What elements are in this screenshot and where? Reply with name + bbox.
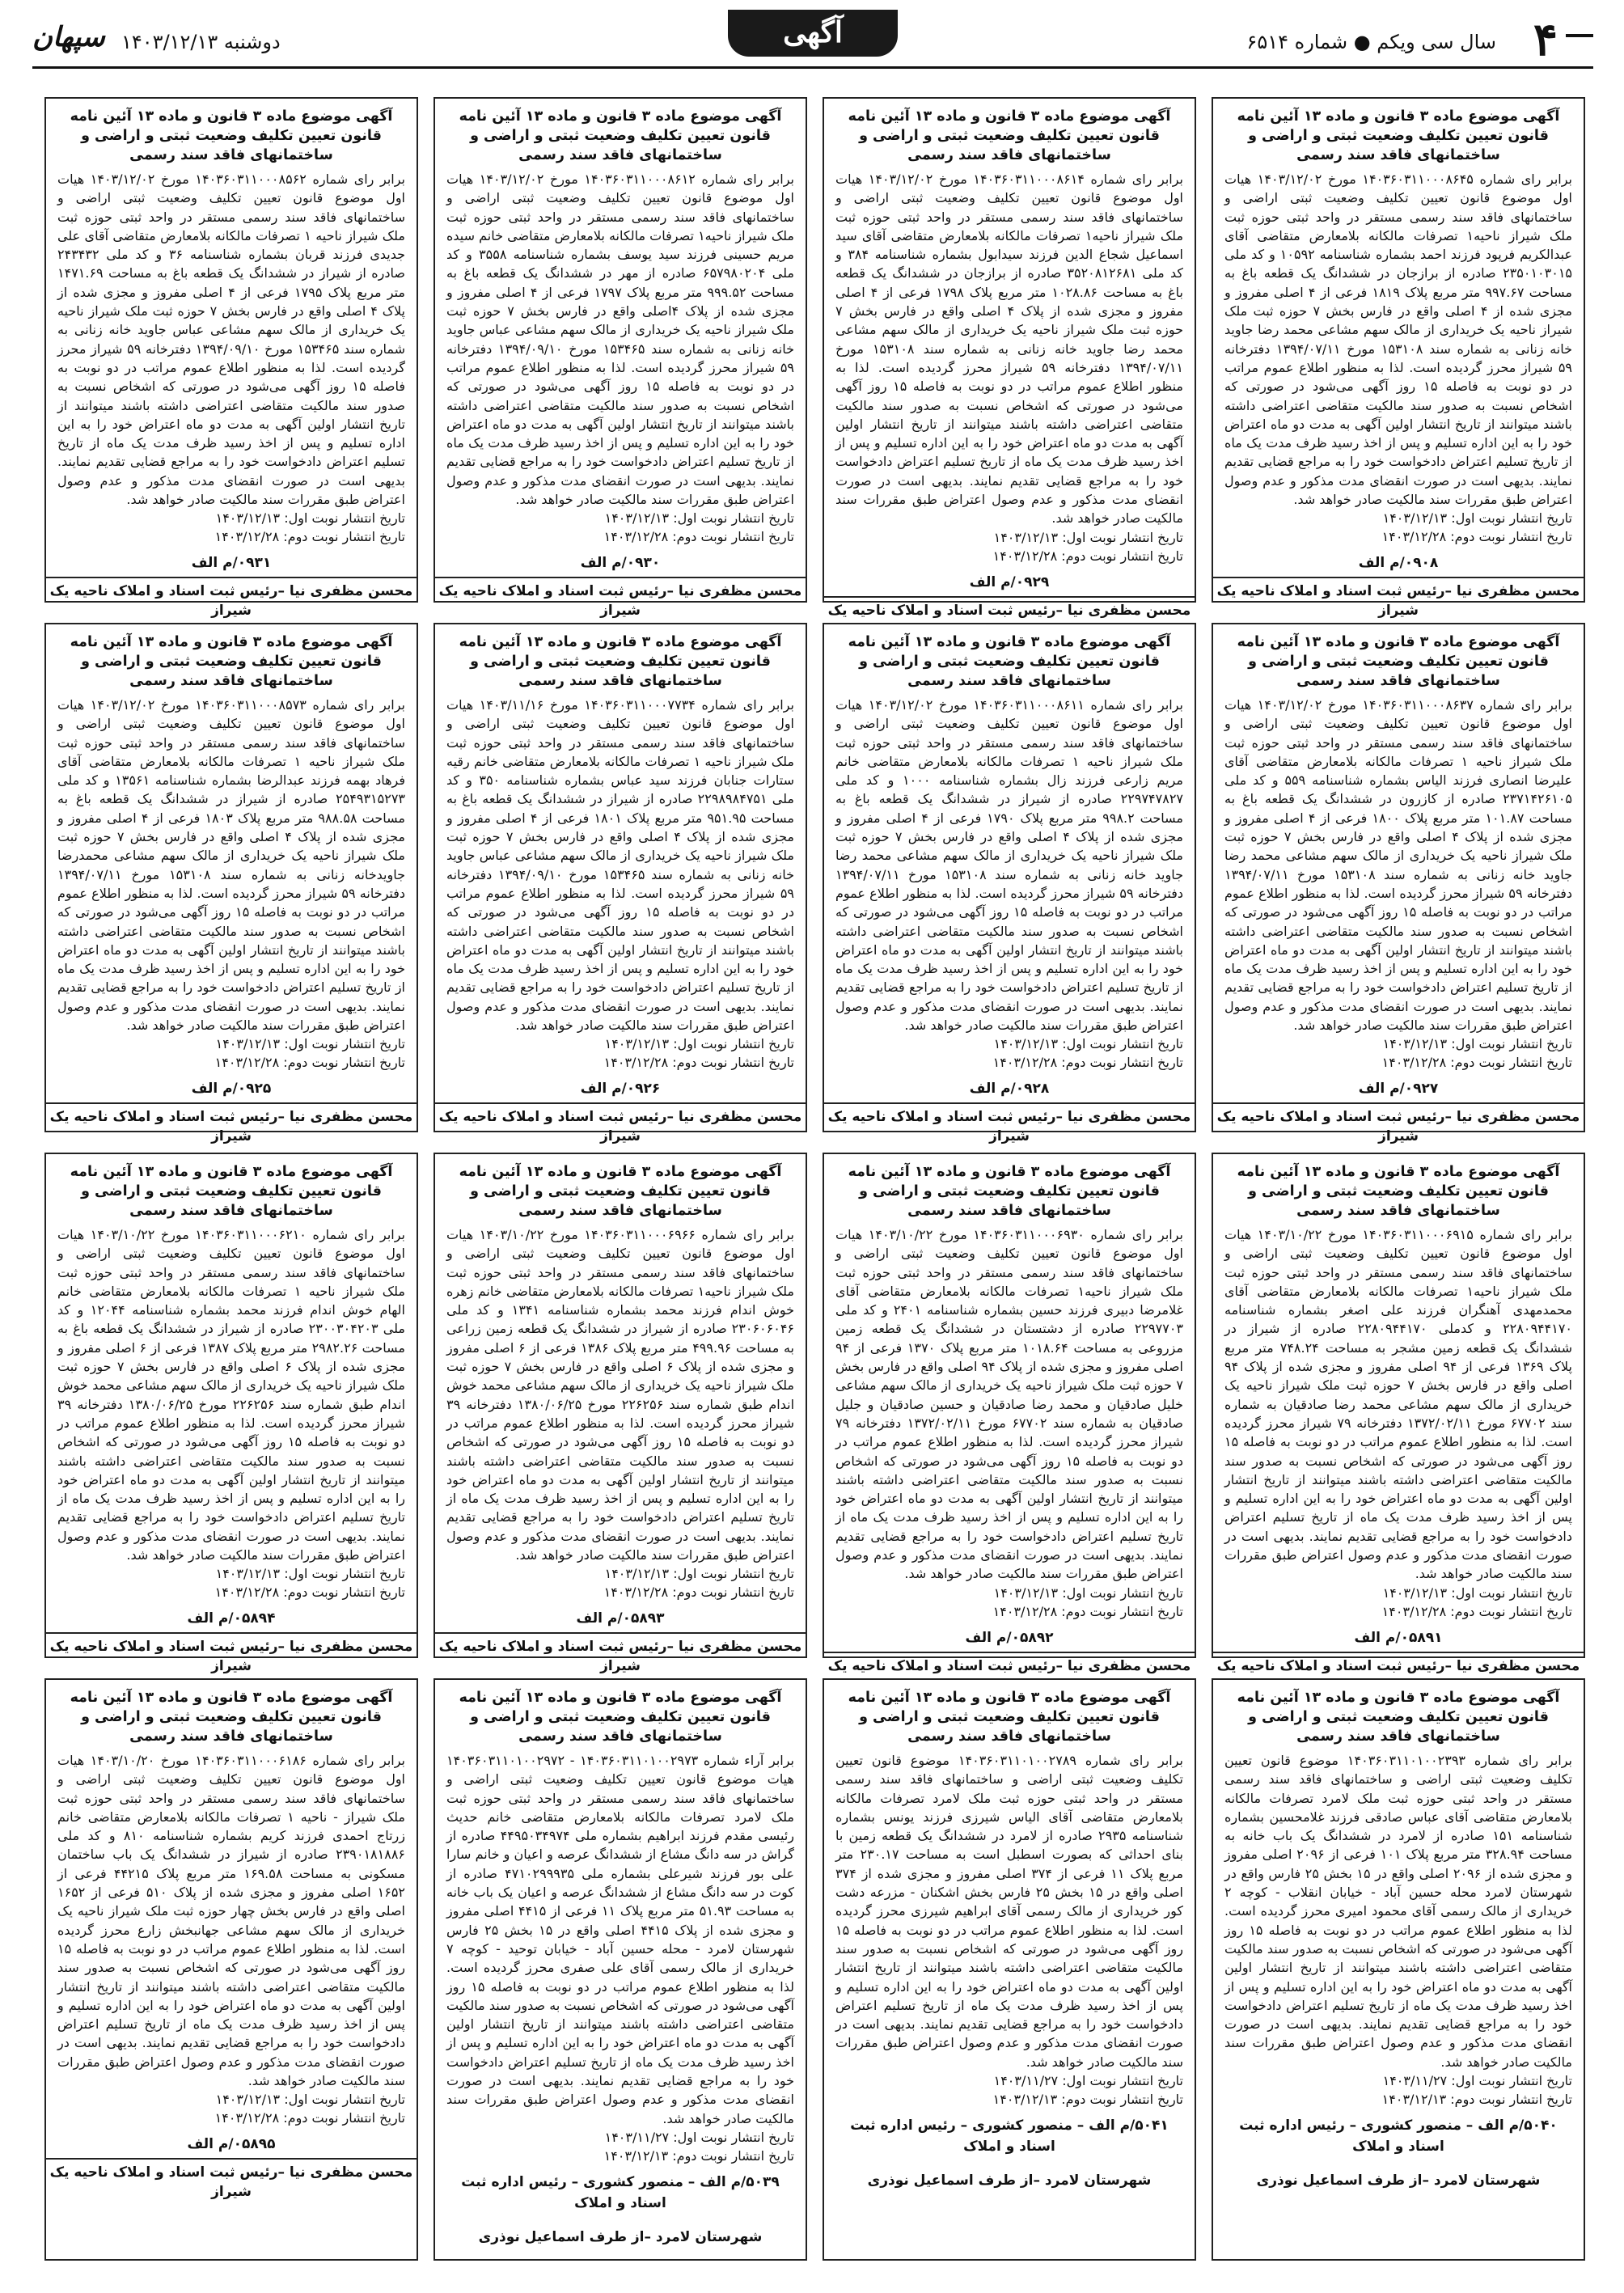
page-number: ۴ xyxy=(1533,13,1558,66)
ad-reference-code: ۰۵۸۹۱/م الف xyxy=(1354,1629,1443,1646)
ad-reference-code: ۰۵۸۹۴/م الف xyxy=(187,1610,276,1627)
ad-title: آگهی موضوع ماده ۳ قانون و ماده ۱۳ آئین نامه قانون تعیین تکلیف وضعیت ثبتی و اراضی و ساختمانهای فاقد سند رسمی xyxy=(459,1164,782,1219)
ad-reference-code: ۰۹۲۶/م الف xyxy=(580,1081,661,1098)
ad-reference-code: ۰۵۸۹۲/م الف xyxy=(965,1629,1054,1646)
ad-reference-code: ۰۹۲۹/م الف xyxy=(969,573,1050,590)
ad-reference-code: ۰۹۰۸/م الف xyxy=(1358,555,1439,572)
ad-signature: محسن مظفری نیا –رئیس ثبت اسناد و املاک ناحیه یک شیراز xyxy=(435,1632,806,1676)
ad-publish-date-second: تاریخ انتشار نوبت دوم: ۱۴۰۳/۱۲/۲۸ xyxy=(1381,1603,1572,1619)
ad-title: آگهی موضوع ماده ۳ قانون و ماده ۱۳ آئین نامه قانون تعیین تکلیف وضعیت ثبتی و اراضی و ساختمانهای فاقد سند رسمی xyxy=(70,1690,393,1745)
ad-publish-date-first: تاریخ انتشار نوبت اول: ۱۴۰۳/۱۲/۱۳ xyxy=(604,1036,794,1052)
ad-body: برابر رای شماره ۱۴۰۳۶۰۳۱۱۰۰۰۸۶۱۲ مورخ ۱۴۰۳/۱۲/۰۲ هیات اول موضوع قانون تعیین تکلیف وضعیت ثبتی اراضی و ساختمانهای فاقد سند رسمی مستقر در واحد ثبتی حوزه ثبت ملک شیراز ناحیه۱ تصرفات مالکانه بلامعارض متقاضی خانم سیده مریم حسینی فرزند سید یوسف بشماره شناسنامه ۳۵۵۸ و کد ملی ۶۵۷۹۸۰۲۰۴ صادره از مهر در ششدانگ یک قطعه باغ به مساحت ۹۹۹.۵۲ متر مربع پلاک ۱۷۹۷ فرعی از ۴ اصلی مفروز و مجزی شده از پلاک ۴اصلی واقع در فارس بخش ۷ حوزه ثبت ملک شیراز ناحیه یک خریداری از مالک سهم مشاعی عباس جاوید خانه زنانی به شماره سند ۱۵۳۴۶۵ مورخ ۱۳۹۴/۰۹/۱۰ دفترخانه ۵۹ شیراز محرز گردیده است. لذا به منظور اطلاع عموم مراتب در دو نوبت به فاصله ۱۵ روز آگهی می‌شود در صورتی که اشخاص نسبت به صدور سند مالکیت متقاضی اعتراضی داشته باشند میتوانند از تاریخ انتشار اولین آگهی به مدت دو ماه اعتراض خود را به این اداره تسلیم و پس از اخذ رسید ظرف مدت یک ماه از تاریخ تسلیم اعتراض دادخواست خود را به مراجع قضایی تقدیم نمایند. بدیهی است در صورت انقضای مدت مذکور و عدم وصول اعتراض طبق مقررات سند مالکیت صادر خواهد شد. xyxy=(446,171,795,508)
ad-publish-date-first: تاریخ انتشار نوبت اول: ۱۴۰۳/۱۲/۱۳ xyxy=(215,1036,405,1052)
ad-signature: شهرستان لامرد –از طرف اسماعیل نوذری xyxy=(1256,2172,1541,2189)
ad-publish-date-first: تاریخ انتشار نوبت اول: ۱۴۰۳/۱۲/۱۳ xyxy=(604,510,794,527)
ad-publish-date-first: تاریخ انتشار نوبت اول: ۱۴۰۳/۱۱/۲۷ xyxy=(993,2073,1183,2089)
ad-publish-date-first: تاریخ انتشار نوبت اول: ۱۴۰۳/۱۲/۱۳ xyxy=(215,510,405,527)
ad-publish-date-second: تاریخ انتشار نوبت دوم: ۱۴۰۳/۱۲/۱۳ xyxy=(992,2092,1183,2108)
ad-title: آگهی موضوع ماده ۳ قانون و ماده ۱۳ آئین نامه قانون تعیین تکلیف وضعیت ثبتی و اراضی و ساختمانهای فاقد سند رسمی xyxy=(459,108,782,163)
ad-publish-date-first: تاریخ انتشار نوبت اول: ۱۴۰۳/۱۲/۱۳ xyxy=(604,1566,794,1582)
ad-publish-date-first: تاریخ انتشار نوبت اول: ۱۴۰۳/۱۲/۱۳ xyxy=(993,529,1183,545)
ad-box xyxy=(823,1153,1196,1674)
ad-box xyxy=(433,1678,807,2261)
ad-box xyxy=(433,623,807,1145)
ad-publish-date-first: تاریخ انتشار نوبت اول: ۱۴۰۳/۱۲/۱۳ xyxy=(1382,1036,1572,1052)
ad-publish-date-first: تاریخ انتشار نوبت اول: ۱۴۰۳/۱۲/۱۳ xyxy=(1382,1584,1572,1601)
ad-title: آگهی موضوع ماده ۳ قانون و ماده ۱۳ آئین نامه قانون تعیین تکلیف وضعیت ثبتی و اراضی و ساختمانهای فاقد سند رسمی xyxy=(1237,634,1560,689)
ad-body: برابر رای شماره ۱۴۰۳۶۰۳۱۱۰۰۰۶۱۸۶ مورخ ۱۴۰۳/۱۰/۲۰ هیات اول موضوع قانون تعیین تکلیف وضعیت ثبتی اراضی و ساختمانهای فاقد سند رسمی مستقر در واحد ثبتی حوزه ثبت ملک شیراز - ناحیه ۱ تصرفات مالکانه بلامعارض متقاضی خانم زرتاج احمدی فرزند کریم بشماره شناسنامه ۸۱۰ و کد ملی ۲۳۹۰۱۸۱۸۸۶ صادره از شیراز در ششدانگ یک باب ساختمان مسکونی به مساحت ۱۶۹.۵۸ متر مربع پلاک ۴۴۲۱۵ فرعی از ۱۶۵۲ اصلی مفروز و مجزی شده از پلاک ۵۱۰ فرعی از ۱۶۵۲ اصلی واقع در فارس بخش چهار حوزه ثبت ملک شیراز ناحیه یک خریداری از مالک سهم مشاعی جهانبخش زارع محرز گردیده است. لذا به منظور اطلاع عموم مراتب در دو نوبت به فاصله ۱۵ روز آگهی می‌شود در صورتی که اشخاص نسبت به صدور سند مالکیت متقاضی اعتراضی داشته باشند میتوانند از تاریخ انتشار اولین آگهی به مدت دو ماه اعتراض خود را به این اداره تسلیم و پس از اخذ رسید ظرف مدت یک ماه از تاریخ تسلیم اعتراض دادخواست خود را به مراجع قضایی تقدیم نمایند. بدیهی است در صورت انقضای مدت مذکور و عدم وصول اعتراض طبق مقررات سند مالکیت صادر خواهد شد. xyxy=(57,1753,406,2089)
ad-publish-date-second: تاریخ انتشار نوبت دوم: ۱۴۰۳/۱۲/۲۸ xyxy=(992,1603,1183,1619)
ad-signature: محسن مظفری نیا –رئیس ثبت اسناد و املاک ناحیه یک شیراز xyxy=(435,577,806,620)
ad-signature: شهرستان لامرد –از طرف اسماعیل نوذری xyxy=(867,2172,1152,2189)
ad-publish-date-first: تاریخ انتشار نوبت اول: ۱۴۰۳/۱۲/۱۳ xyxy=(993,1584,1183,1601)
ad-publish-date-second: تاریخ انتشار نوبت دوم: ۱۴۰۳/۱۲/۲۸ xyxy=(214,1055,405,1071)
ad-publish-date-second: تاریخ انتشار نوبت دوم: ۱۴۰۳/۱۲/۲۸ xyxy=(214,2110,405,2126)
ad-box xyxy=(44,1153,418,1675)
ad-reference-code: ۰۵۸۹۵/م الف xyxy=(187,2136,276,2153)
ad-title: آگهی موضوع ماده ۳ قانون و ماده ۱۳ آئین نامه قانون تعیین تکلیف وضعیت ثبتی و اراضی و ساختمانهای فاقد سند رسمی xyxy=(459,1690,782,1745)
ad-publish-date-second: تاریخ انتشار نوبت دوم: ۱۴۰۳/۱۲/۲۸ xyxy=(1381,1055,1572,1071)
ad-publish-date-second: تاریخ انتشار نوبت دوم: ۱۴۰۳/۱۲/۱۳ xyxy=(603,2147,794,2164)
header-rule xyxy=(32,66,1593,69)
ad-publish-date-second: تاریخ انتشار نوبت دوم: ۱۴۰۳/۱۲/۲۸ xyxy=(992,1055,1183,1071)
ad-reference-code: ۰۵۸۹۳/م الف xyxy=(576,1610,665,1627)
header-dash xyxy=(1566,34,1593,37)
ad-title: آگهی موضوع ماده ۳ قانون و ماده ۱۳ آئین نامه قانون تعیین تکلیف وضعیت ثبتی و اراضی و ساختمانهای فاقد سند رسمی xyxy=(1237,1164,1560,1219)
ad-reference-code: ۰۹۳۰/م الف xyxy=(580,555,661,572)
issue-info: سال سی ویکم ● شماره ۶۵۱۴ xyxy=(1246,31,1496,53)
ad-body: برابر رای شماره ۱۴۰۳۶۰۳۱۱۰۰۰۶۹۳۰ مورخ ۱۴۰۳/۱۰/۲۲ هیات اول موضوع قانون تعیین تکلیف وضعیت ثبتی اراضی و ساختمانهای فاقد سند رسمی مستقر در واحد ثبتی حوزه ثبت ملک شیراز ناحیه۱ تصرفات مالکانه بلامعارض متقاضی آقای غلامرضا دبیری فرزند حسین بشماره شناسنامه ۲۴۰۱ و کد ملی ۲۲۹۷۷۰۳ صادره از دشتستان در ششدانگ یک قطعه زمین مزروعی به مساحت ۱۰۱۸.۶۴ متر مربع پلاک ۱۳۷۰ فرعی از ۹۴ اصلی مفروز و مجزی شده از پلاک ۹۴ اصلی واقع در فارس بخش ۷ حوزه ثبت ملک شیراز ناحیه یک خریداری از مالک سهم مشاعی خلیل صادقیان و محمد رضا صادقیان و حسین صادقیان و جلیل صادقیان به شماره سند ۶۷۷۰۲ مورخ ۱۳۷۲/۰۲/۱۱ دفترخانه ۷۹ شیراز محرز گردیده است. لذا به منظور اطلاع عموم مراتب در دو نوبت به فاصله ۱۵ روز آگهی می‌شود در صورتی که اشخاص نسبت به صدور سند مالکیت متقاضی اعتراضی داشته باشند میتوانند از تاریخ انتشار اولین آگهی به مدت دو ماه اعتراض خود را به این اداره تسلیم و پس از اخذ رسید ظرف مدت یک ماه از تاریخ تسلیم اعتراض دادخواست خود را به مراجع قضایی تقدیم نمایند. بدیهی است در صورت انقضای مدت مذکور و عدم وصول اعتراض طبق مقررات سند مالکیت صادر خواهد شد. xyxy=(835,1227,1184,1582)
newspaper-logo: سپهان xyxy=(32,21,105,53)
ad-body: برابر رای شماره ۱۴۰۳۶۰۳۱۱۰۰۰۸۵۶۲ مورخ ۱۴۰۳/۱۲/۰۲ هیات اول موضوع قانون تعیین تکلیف وضعیت ثبتی اراضی و ساختمانهای فاقد سند رسمی مستقر در واحد ثبتی حوزه ثبت ملک شیراز ناحیه ۱ تصرفات مالکانه بلامعارض متقاضی آقای علی جدیدی فرزند قربان بشماره شناسنامه ۳۶ و کد ملی ۲۴۳۴۳۲ صادره از شیراز در ششدانگ یک قطعه باغ به مساحت ۱۴۷۱.۶۹ متر مربع پلاک ۱۷۹۵ فرعی از ۴ اصلی مفروز و مجزی شده از پلاک ۴ اصلی واقع در فارس بخش ۷ حوزه ثبت ملک شیراز ناحیه یک خریداری از مالک سهم مشاعی عباس جاوید خانه زنانی به شماره سند ۱۵۳۴۶۵ مورخ ۱۳۹۴/۰۹/۱۰ دفترخانه ۵۹ شیراز محرز گردیده است. لذا به منظور اطلاع عموم مراتب در دو نوبت به فاصله ۱۵ روز آگهی می‌شود در صورتی که اشخاص نسبت به صدور سند مالکیت متقاضی اعتراضی داشته باشند میتوانند از تاریخ انتشار اولین آگهی به مدت دو ماه اعتراض خود را به این اداره تسلیم و پس از اخذ رسید ظرف مدت یک ماه از تاریخ تسلیم اعتراض دادخواست خود را به مراجع قضایی تقدیم نمایند. بدیهی است در صورت انقضای مدت مذکور و عدم وصول اعتراض طبق مقررات سند مالکیت صادر خواهد شد. xyxy=(57,171,406,508)
ad-box xyxy=(433,97,807,620)
ad-publish-date-second: تاریخ انتشار نوبت دوم: ۱۴۰۳/۱۲/۲۸ xyxy=(603,1584,794,1601)
ad-body: برابر رای شماره ۱۴۰۳۶۰۳۱۱۰۰۰۸۶۳۷ مورخ ۱۴۰۳/۱۲/۰۲ هیات اول موضوع قانون تعیین تکلیف وضعیت ثبتی اراضی و ساختمانهای فاقد سند رسمی مستقر در واحد ثبتی حوزه ثبت ملک شیراز ناحیه ۱ تصرفات مالکانه بلامعارض متقاضی آقای علیرضا انصاری فرزند الیاس بشماره شناسنامه ۵۵۹ و کد ملی ۲۳۷۱۴۲۶۱۰۵ صادره از کازرون در ششدانگ یک قطعه باغ به مساحت ۱۰۱.۸۷ متر مربع پلاک ۱۸۰۰ فرعی از ۴ اصلی مفروز و مجزی شده از پلاک ۴ اصلی واقع در فارس بخش ۷ حوزه ثبت ملک شیراز ناحیه یک خریداری از مالک سهم مشاعی محمد رضا جاوید خانه زنانی به شماره سند ۱۵۳۱۰۸ مورخ ۱۳۹۴/۰۷/۱۱ دفترخانه ۵۹ شیراز محرز گردیده است. لذا به منظور اطلاع عموم مراتب در دو نوبت به فاصله ۱۵ روز آگهی می‌شود در صورتی که اشخاص نسبت به صدور سند مالکیت متقاضی اعتراضی داشته باشند میتوانند از تاریخ انتشار اولین آگهی به مدت دو ماه اعتراض خود را به این اداره تسلیم و پس از اخذ رسید ظرف مدت یک ماه از تاریخ تسلیم اعتراض دادخواست خود را به مراجع قضایی تقدیم نمایند. بدیهی است در صورت انقضای مدت مذکور و عدم وصول اعتراض طبق مقررات سند مالکیت صادر خواهد شد. xyxy=(1224,697,1573,1034)
page-header xyxy=(32,10,1593,78)
ad-title: آگهی موضوع ماده ۳ قانون و ماده ۱۳ آئین نامه قانون تعیین تکلیف وضعیت ثبتی و اراضی و ساختمانهای فاقد سند رسمی xyxy=(70,108,393,163)
ad-title: آگهی موضوع ماده ۳ قانون و ماده ۱۳ آئین نامه قانون تعیین تکلیف وضعیت ثبتی و اراضی و ساختمانهای فاقد سند رسمی xyxy=(1237,108,1560,163)
ad-publish-date-first: تاریخ انتشار نوبت اول: ۱۴۰۳/۱۲/۱۳ xyxy=(1382,510,1572,527)
ad-box xyxy=(1212,97,1585,620)
ad-publish-date-first: تاریخ انتشار نوبت اول: ۱۴۰۳/۱۲/۱۳ xyxy=(215,1566,405,1582)
ad-title: آگهی موضوع ماده ۳ قانون و ماده ۱۳ آئین نامه قانون تعیین تکلیف وضعیت ثبتی و اراضی و ساختمانهای فاقد سند رسمی xyxy=(70,634,393,689)
ad-publish-date-first: تاریخ انتشار نوبت اول: ۱۴۰۳/۱۱/۲۷ xyxy=(1382,2073,1572,2089)
ad-title: آگهی موضوع ماده ۳ قانون و ماده ۱۳ آئین نامه قانون تعیین تکلیف وضعیت ثبتی و اراضی و ساختمانهای فاقد سند رسمی xyxy=(1237,1690,1560,1745)
ad-signature: محسن مظفری نیا –رئیس ثبت اسناد و املاک ناحیه یک شیراز xyxy=(46,2158,417,2202)
ad-title: آگهی موضوع ماده ۳ قانون و ماده ۱۳ آئین نامه قانون تعیین تکلیف وضعیت ثبتی و اراضی و ساختمانهای فاقد سند رسمی xyxy=(848,108,1171,163)
ad-title: آگهی موضوع ماده ۳ قانون و ماده ۱۳ آئین نامه قانون تعیین تکلیف وضعیت ثبتی و اراضی و ساختمانهای فاقد سند رسمی xyxy=(70,1164,393,1219)
ad-reference-code: ۵۰۴۱/م الف – منصور کشوری – رئیس اداره ثبت اسناد و املاک xyxy=(850,2117,1169,2156)
ad-publish-date-second: تاریخ انتشار نوبت دوم: ۱۴۰۳/۱۲/۲۸ xyxy=(214,529,405,545)
ad-body: برابر رای شماره ۱۴۰۳۶۰۳۱۱۰۱۰۰۲۳۹۳ موضوع قانون تعیین تکلیف وضعیت ثبتی اراضی و ساختمانهای فاقد سند رسمی مستقر در واحد ثبتی حوزه ثبت ملک لامرد تصرفات مالکانه بلامعارض متقاضی آقای عباس صادقی فرزند غلامحسین بشماره شناسنامه ۱۵۱ صادره از لامرد در ششدانگ یک باب خانه به مساحت ۳۲۸.۹۴ متر مربع پلاک ۱۰۱ فرعی از ۲۰۹۶ اصلی مفروز و مجزی شده از ۲۰۹۶ اصلی واقع در ۱۵ بخش ۲۵ فارس واقع در شهرستان لامرد محله حسین آباد - خیابان انقلاب - کوچه ۲ خریداری از مالک رسمی آقای محمود امیری محرز گردیده است. لذا به منظور اطلاع عموم مراتب در دو نوبت به فاصله ۱۵ روز آگهی می‌شود در صورتی که اشخاص نسبت به صدور سند مالکیت متقاضی اعتراضی داشته باشند میتوانند از تاریخ انتشار اولین آگهی به مدت دو ماه اعتراض خود را به این اداره تسلیم و پس از اخذ رسید ظرف مدت یک ماه از تاریخ تسلیم اعتراض دادخواست خود را به مراجع قضایی تقدیم نمایند. بدیهی است در صورت انقضای مدت مذکور و عدم وصول اعتراض طبق مقررات سند مالکیت صادر خواهد شد. xyxy=(1224,1753,1573,2070)
ad-title: آگهی موضوع ماده ۳ قانون و ماده ۱۳ آئین نامه قانون تعیین تکلیف وضعیت ثبتی و اراضی و ساختمانهای فاقد سند رسمی xyxy=(848,634,1171,689)
ad-signature: شهرستان لامرد –از طرف اسماعیل نوذری xyxy=(478,2228,763,2245)
ad-body: برابر رای شماره ۱۴۰۳۶۰۳۱۱۰۰۰۶۹۱۵ مورخ ۱۴۰۳/۱۰/۲۲ هیات اول موضوع قانون تعیین تکلیف وضعیت ثبتی اراضی و ساختمانهای فاقد سند رسمی مستقر در واحد ثبتی حوزه ثبت ملک شیراز ناحیه۱ تصرفات مالکانه بلامعارض متقاضی آقای محمدمهدی آهنگران فرزند علی اصغر بشماره شناسنامه ۲۲۸۰۹۴۴۱۷۰ و کدملی ۲۲۸۰۹۴۴۱۷۰ صادره از شیراز در ششدانگ یک قطعه زمین مشجر به مساحت ۷۴۸.۲۴ متر مربع پلاک ۱۳۶۹ فرعی از ۹۴ اصلی مفروز و مجزی شده از پلاک ۹۴ اصلی واقع در فارس بخش ۷ حوزه ثبت ملک شیراز ناحیه یک خریداری از مالک سهم مشاعی محمد رضا صادقیان به شماره سند ۶۷۷۰۲ مورخ ۱۳۷۲/۰۲/۱۱ دفترخانه ۷۹ شیراز محرز گردیده است. لذا به منظور اطلاع عموم مراتب در دو نوبت به فاصله ۱۵ روز آگهی می‌شود در صورتی که اشخاص نسبت به صدور سند مالکیت متقاضی اعتراضی داشته باشند میتوانند از تاریخ انتشار اولین آگهی به مدت دو ماه اعتراض خود را به این اداره تسلیم و پس از اخذ رسید ظرف مدت یک ماه از تاریخ تسلیم اعتراض دادخواست خود را به مراجع قضایی تقدیم نمایند. بدیهی است در صورت انقضای مدت مذکور و عدم وصول اعتراض طبق مقررات سند مالکیت صادر خواهد شد. xyxy=(1224,1227,1573,1582)
ad-reference-code: ۰۹۲۵/م الف xyxy=(191,1081,272,1098)
ad-body: برابر رای شماره ۱۴۰۳۶۰۳۱۱۰۰۰۸۵۷۳ مورخ ۱۴۰۳/۱۲/۰۲ هیات اول موضوع قانون تعیین تکلیف وضعیت ثبتی اراضی و ساختمانهای فاقد سند رسمی مستقر در واحد ثبتی حوزه ثبت ملک شیراز ناحیه ۱ تصرفات مالکانه بلامعارض متقاضی آقای فرهاد بهمه فرزند عبدالرضا بشماره شناسنامه ۱۳۵۶۱ و کد ملی ۲۵۴۹۳۱۵۲۷۳ صادره از شیراز در ششدانگ یک قطعه باغ به مساحت ۹۸۸.۵۸ متر مربع پلاک ۱۸۰۳ فرعی از ۴ اصلی مفروز و مجزی شده از پلاک ۴ اصلی واقع در فارس بخش ۷ حوزه ثبت ملک شیراز ناحیه یک خریداری از مالک سهم مشاعی محمدرضا جاویدخانه زنانی به شماره سند ۱۵۳۱۰۸ مورخ ۱۳۹۴/۰۷/۱۱ دفترخانه ۵۹ شیراز محرز گردیده است. لذا به منظور اطلاع عموم مراتب در دو نوبت به فاصله ۱۵ روز آگهی می‌شود در صورتی که اشخاص نسبت به صدور سند مالکیت متقاضی اعتراضی داشته باشند میتوانند از تاریخ انتشار اولین آگهی به مدت دو ماه اعتراض خود را به این اداره تسلیم و پس از اخذ رسید ظرف مدت یک ماه از تاریخ تسلیم اعتراض دادخواست خود را به مراجع قضایی تقدیم نمایند. بدیهی است در صورت انقضای مدت مذکور و عدم وصول اعتراض طبق مقررات سند مالکیت صادر خواهد شد. xyxy=(57,697,406,1034)
ad-title: آگهی موضوع ماده ۳ قانون و ماده ۱۳ آئین نامه قانون تعیین تکلیف وضعیت ثبتی و اراضی و ساختمانهای فاقد سند رسمی xyxy=(848,1690,1171,1745)
ad-publish-date-second: تاریخ انتشار نوبت دوم: ۱۴۰۳/۱۲/۲۸ xyxy=(214,1584,405,1601)
ad-title: آگهی موضوع ماده ۳ قانون و ماده ۱۳ آئین نامه قانون تعیین تکلیف وضعیت ثبتی و اراضی و ساختمانهای فاقد سند رسمی xyxy=(459,634,782,689)
ad-box xyxy=(1212,1678,1585,2261)
ad-publish-date-first: تاریخ انتشار نوبت اول: ۱۴۰۳/۱۲/۱۳ xyxy=(215,2092,405,2108)
ad-signature: محسن مظفری نیا –رئیس ثبت اسناد و املاک ناحیه یک شیراز xyxy=(435,1102,806,1146)
ad-reference-code: ۵۰۴۰/م الف – منصور کشوری – رئیس اداره ثبت اسناد و املاک xyxy=(1239,2117,1558,2156)
ad-box xyxy=(44,97,418,620)
ad-signature: محسن مظفری نیا –رئیس ثبت اسناد و املاک ناحیه یک شیراز xyxy=(824,1102,1195,1146)
ad-box xyxy=(1212,623,1585,1145)
ad-publish-date-first: تاریخ انتشار نوبت اول: ۱۴۰۳/۱۱/۲۷ xyxy=(604,2129,794,2145)
ad-body: برابر رای شماره ۱۴۰۳۶۰۳۱۱۰۰۰۶۹۶۶ مورخ ۱۴۰۳/۱۰/۲۲ هیات اول موضوع قانون تعیین تکلیف وضعیت ثبتی اراضی و ساختمانهای فاقد سند رسمی مستقر در واحد ثبتی حوزه ثبت ملک شیراز ناحیه۱ تصرفات مالکانه بلامعارض متقاضی خانم زهره خوش اندام فرزند محمد بشماره شناسنامه ۱۳۴۱ و کد ملی ۲۳۰۶۰۶۰۴۶ صادره از شیراز در ششدانگ یک قطعه زمین زراعی به مساحت ۴۹۹.۹۶ متر مربع پلاک ۱۳۸۶ فرعی از ۶ اصلی مفروز و مجزی شده از پلاک ۶ اصلی واقع در فارس بخش ۷ حوزه ثبت ملک شیراز ناحیه یک خریداری از مالک سهم مشاعی محمد خوش اندام طبق شماره سند ۲۲۶۲۵۶ مورخ ۱۳۸۰/۰۶/۲۵ دفترخانه ۳۹ شیراز محرز گردیده است. لذا به منظور اطلاع عموم مراتب در دو نوبت به فاصله ۱۵ روز آگهی می‌شود در صورتی که اشخاص نسبت به صدور سند مالکیت متقاضی اعتراضی داشته باشند میتوانند از تاریخ انتشار اولین آگهی به مدت دو ماه اعتراض خود را به این اداره تسلیم و پس از اخذ رسید ظرف مدت یک ماه از تاریخ تسلیم اعتراض دادخواست خود را به مراجع قضایی تقدیم نمایند. بدیهی است در صورت انقضای مدت مذکور و عدم وصول اعتراض طبق مقررات سند مالکیت صادر خواهد شد. xyxy=(446,1227,795,1563)
ad-body: برابر رای شماره ۱۴۰۳۶۰۳۱۱۰۰۰۸۶۱۴ مورخ ۱۴۰۳/۱۲/۰۲ هیات اول موضوع قانون تعیین تکلیف وضعیت ثبتی اراضی و ساختمانهای فاقد سند رسمی مستقر در واحد ثبتی حوزه ثبت ملک شیراز ناحیه۱ تصرفات مالکانه بلامعارض متقاضی آقای سید اسماعیل شجاع الدین فرزند سیدابول بشماره شناسنامه ۳۸۴ و کد ملی ۳۵۲۰۸۱۲۶۸۱ صادره از برازجان در ششدانگ یک قطعه باغ به مساحت ۱۰۲۸.۸۶ متر مربع پلاک ۱۷۹۸ فرعی از ۴ اصلی مفروز و مجزی شده از پلاک ۴ اصلی واقع در فارس بخش ۷ حوزه ثبت ملک شیراز ناحیه یک خریداری از مالک سهم مشاعی محمد رضا جاوید خانه زنانی به شماره سند ۱۵۳۱۰۸ مورخ ۱۳۹۴/۰۷/۱۱ دفترخانه ۵۹ شیراز محرز گردیده است. لذا به منظور اطلاع عموم مراتب در دو نوبت به فاصله ۱۵ روز آگهی می‌شود در صورتی که اشخاص نسبت به صدور سند مالکیت متقاضی اعتراضی داشته باشند میتوانند از تاریخ انتشار اولین آگهی به مدت دو ماه اعتراض خود را به این اداره تسلیم و پس از اخذ رسید ظرف مدت یک ماه از تاریخ تسلیم اعتراض دادخواست خود را به مراجع قضایی تقدیم نمایند. بدیهی است در صورت انقضای مدت مذکور و عدم وصول اعتراض طبق مقررات سند مالکیت صادر خواهد شد. xyxy=(835,171,1184,527)
ad-signature: محسن مظفری نیا –رئیس ثبت اسناد و املاک ناحیه یک شیراز xyxy=(46,577,417,620)
ad-box xyxy=(823,1678,1196,2261)
ad-publish-date-second: تاریخ انتشار نوبت دوم: ۱۴۰۳/۱۲/۲۸ xyxy=(992,548,1183,564)
ad-box xyxy=(1212,1153,1585,1674)
ad-publish-date-second: تاریخ انتشار نوبت دوم: ۱۴۰۳/۱۲/۱۳ xyxy=(1381,2092,1572,2108)
ad-publish-date-second: تاریخ انتشار نوبت دوم: ۱۴۰۳/۱۲/۲۸ xyxy=(1381,529,1572,545)
section-banner: آگهی xyxy=(728,10,898,57)
ad-box xyxy=(44,1678,418,2261)
ad-box xyxy=(823,623,1196,1145)
ad-signature: محسن مظفری نیا –رئیس ثبت اسناد و املاک ناحیه یک xyxy=(1213,1652,1584,1695)
ad-signature: محسن مظفری نیا –رئیس ثبت اسناد و املاک ناحیه یک شیراز xyxy=(46,1102,417,1146)
ad-signature: محسن مظفری نیا –رئیس ثبت اسناد و املاک ناحیه یک xyxy=(824,596,1195,640)
ad-box xyxy=(823,97,1196,619)
ads-grid xyxy=(44,97,1585,2277)
ad-body: برابر رای شماره ۱۴۰۳۶۰۳۱۱۰۰۰۷۷۳۴ مورخ ۱۴۰۳/۱۱/۱۶ هیات اول موضوع قانون تعیین تکلیف وضعیت ثبتی اراضی و ساختمانهای فاقد سند رسمی مستقر در واحد ثبتی حوزه ثبت ملک شیراز ناحیه ۱ تصرفات مالکانه بلامعارض متقاضی خانم رقیه ستارات جنابان فرزند سید عباس بشماره شناسنامه ۳۵۰ و کد ملی ۲۲۹۸۹۸۴۷۵۱ صادره از شیراز در ششدانگ یک قطعه باغ به مساحت ۹۵۱.۹۵ متر مربع پلاک ۱۸۰۱ فرعی از ۴ اصلی مفروز و مجزی شده از پلاک ۴ اصلی واقع در فارس بخش ۷ حوزه ثبت ملک شیراز ناحیه یک خریداری از مالک سهم مشاعی عباس جاوید خانه زنانی به شماره سند ۱۵۳۴۶۵ مورخ ۱۳۹۴/۰۹/۱۰ دفترخانه ۵۹ شیراز محرز گردیده است. لذا به منظور اطلاع عموم مراتب در دو نوبت به فاصله ۱۵ روز آگهی می‌شود در صورتی که اشخاص نسبت به صدور سند مالکیت متقاضی اعتراضی داشته باشند میتوانند از تاریخ انتشار اولین آگهی به مدت دو ماه اعتراض خود را به این اداره تسلیم و پس از اخذ رسید ظرف مدت یک ماه از تاریخ تسلیم اعتراض دادخواست خود را به مراجع قضایی تقدیم نمایند. بدیهی است در صورت انقضای مدت مذکور و عدم وصول اعتراض طبق مقررات سند مالکیت صادر خواهد شد. xyxy=(446,697,795,1034)
issue-date: دوشنبه ۱۴۰۳/۱۲/۱۳ xyxy=(121,31,281,53)
ad-signature: محسن مظفری نیا –رئیس ثبت اسناد و املاک ناحیه یک شیراز xyxy=(46,1632,417,1676)
ad-box xyxy=(433,1153,807,1675)
ad-publish-date-first: تاریخ انتشار نوبت اول: ۱۴۰۳/۱۲/۱۳ xyxy=(993,1036,1183,1052)
ad-signature: محسن مظفری نیا –رئیس ثبت اسناد و املاک ناحیه یک xyxy=(824,1652,1195,1695)
ad-box xyxy=(44,623,418,1145)
ad-body: برابر رای شماره ۱۴۰۳۶۰۳۱۱۰۰۰۶۲۱۰ مورخ ۱۴۰۳/۱۰/۲۲ هیات اول موضوع قانون تعیین تکلیف وضعیت ثبتی اراضی و ساختمانهای فاقد سند رسمی مستقر در واحد ثبتی حوزه ثبت ملک شیراز ناحیه ۱ تصرفات مالکانه بلامعارض متقاضی خانم الهام خوش اندام فرزند محمد بشماره شناسنامه ۱۲۰۴۴ و کد ملی ۲۳۰۰۳۰۴۲۰۳ صادره از شیراز در ششدانگ یک قطعه باغ به مساحت ۲۹۸۲.۲۶ متر مربع پلاک ۱۳۸۷ فرعی از ۶ اصلی مفروز و مجزی شده از پلاک ۶ اصلی واقع در فارس بخش ۷ حوزه ثبت ملک شیراز ناحیه یک خریداری از مالک سهم مشاعی محمد خوش اندام طبق شماره سند ۲۲۶۲۵۶ مورخ ۱۳۸۰/۰۶/۲۵ دفترخانه ۳۹ شیراز محرز گردیده است. لذا به منظور اطلاع عموم مراتب در دو نوبت به فاصله ۱۵ روز آگهی می‌شود در صورتی که اشخاص نسبت به صدور سند مالکیت متقاضی اعتراضی داشته باشند میتوانند از تاریخ انتشار اولین آگهی به مدت دو ماه اعتراض خود را به این اداره تسلیم و پس از اخذ رسید ظرف مدت یک ماه از تاریخ تسلیم اعتراض دادخواست خود را به مراجع قضایی تقدیم نمایند. بدیهی است در صورت انقضای مدت مذکور و عدم وصول اعتراض طبق مقررات سند مالکیت صادر خواهد شد. xyxy=(57,1227,406,1563)
ad-reference-code: ۵۰۳۹/م الف – منصور کشوری – رئیس اداره ثبت اسناد و املاک xyxy=(461,2173,780,2211)
ad-publish-date-second: تاریخ انتشار نوبت دوم: ۱۴۰۳/۱۲/۲۸ xyxy=(603,1055,794,1071)
ad-body: برابر آراء شماره ۱۴۰۳۶۰۳۱۱۰۱۰۰۲۹۷۳ - ۱۴۰۳۶۰۳۱۱۰۱۰۰۲۹۷۲ هیات موضوع قانون تعیین تکلیف وضعیت ثبتی اراضی و ساختمانهای فاقد سند رسمی مستقر در واحد ثبتی حوزه ثبت ملک لامرد تصرفات مالکانه بلامعارض متقاضی خانم حدیث رئیسی مقدم فرزند ابراهیم بشماره ملی ۴۴۹۵۰۳۴۹۷۴ صادره از گراش در سه دانگ مشاع از ششدانگ عرصه و اعیان و خانم سارا علی بور فرزند شیرعلی بشماره ملی ۴۷۱۰۲۹۹۹۳۵ صادره از کوت در سه دانگ مشاع از ششدانگ عرصه و اعیان یک باب خانه به مساحت ۵۱.۹۳ متر مربع پلاک ۱۱ فرعی از ۴۴۱۵ اصلی مفروز و مجزی شده از پلاک ۴۴۱۵ اصلی واقع در ۱۵ بخش ۲۵ فارس شهرستان لامرد - محله حسین آباد - خیابان توحید - کوچه ۷ خریداری از مالک رسمی آقای علی صفری محرز گردیده است. لذا به منظور اطلاع عموم مراتب در دو نوبت به فاصله ۱۵ روز آگهی می‌شود در صورتی که اشخاص نسبت به صدور سند مالکیت متقاضی اعتراضی داشته باشند میتوانند از تاریخ انتشار اولین آگهی به مدت دو ماه اعتراض خود را به این اداره تسلیم و پس از اخذ رسید ظرف مدت یک ماه از تاریخ تسلیم اعتراض دادخواست خود را به مراجع قضایی تقدیم نمایند. بدیهی است در صورت انقضای مدت مذکور و عدم وصول اعتراض طبق مقررات سند مالکیت صادر خواهد شد. xyxy=(446,1753,795,2126)
ad-body: برابر رای شماره ۱۴۰۳۶۰۳۱۱۰۱۰۰۲۷۸۹ موضوع قانون تعیین تکلیف وضعیت ثبتی اراضی و ساختمانهای فاقد سند رسمی مستقر در واحد ثبتی حوزه ثبت ملک لامرد تصرفات مالکانه بلامعارض متقاضی آقای الیاس شیرزی فرزند یونس بشماره شناسنامه ۲۹۳۵ صادره از لامرد در ششدانگ یک قطعه زمین با بنای احداثی که بصورت اسطبل است به مساحت ۲۳۰.۱۷ متر مربع پلاک ۱۱ فرعی از ۳۷۴ اصلی مفروز و مجزی شده از ۳۷۴ اصلی واقع در ۱۵ بخش ۲۵ فارس بخش اشکنان - مزرعه دشت کور خریداری از مالک رسمی آقای ابراهیم شیرزی محرز گردیده است. لذا به منظور اطلاع عموم مراتب در دو نوبت به فاصله ۱۵ روز آگهی می‌شود در صورتی که اشخاص نسبت به صدور سند مالکیت متقاضی اعتراضی داشته باشند میتوانند از تاریخ انتشار اولین آگهی به مدت دو ماه اعتراض خود را به این اداره تسلیم و پس از اخذ رسید ظرف مدت یک ماه از تاریخ تسلیم اعتراض دادخواست خود را به مراجع قضایی تقدیم نمایند. بدیهی است در صورت انقضای مدت مذکور و عدم وصول اعتراض طبق مقررات سند مالکیت صادر خواهد شد. xyxy=(835,1753,1184,2070)
ad-signature: محسن مظفری نیا –رئیس ثبت اسناد و املاک ناحیه یک شیراز xyxy=(1213,1102,1584,1146)
ad-reference-code: ۰۹۳۱/م الف xyxy=(191,555,272,572)
ad-body: برابر رای شماره ۱۴۰۳۶۰۳۱۱۰۰۰۸۶۴۵ مورخ ۱۴۰۳/۱۲/۰۲ هیات اول موضوع قانون تعیین تکلیف وضعیت ثبتی اراضی و ساختمانهای فاقد سند رسمی مستقر در واحد ثبتی حوزه ثبت ملک شیراز ناحیه۱ تصرفات مالکانه بلامعارض متقاضی آقای عبدالکریم فرپود فرزند احمد بشماره شناسنامه ۱۰۵۹۲ و کد ملی ۲۳۵۰۱۰۳۰۱۵ صادره از برازجان در ششدانگ یک قطعه باغ به مساحت ۹۹۷.۶۷ متر مربع پلاک ۱۸۱۹ فرعی از ۴ اصلی مفروز و مجزی شده از ۴ اصلی واقع در فارس بخش ۷ حوزه ثبت ملک شیراز ناحیه یک خریداری از مالک سهم مشاعی محمد رضا جاوید خانه زنانی به شماره سند ۱۵۳۱۰۸ مورخ ۱۳۹۴/۰۷/۱۱ دفترخانه ۵۹ شیراز محرز گردیده است. لذا به منظور اطلاع عموم مراتب در دو نوبت به فاصله ۱۵ روز آگهی می‌شود در صورتی که اشخاص نسبت به صدور سند مالکیت متقاضی اعتراضی داشته باشند میتوانند از تاریخ انتشار اولین آگهی به مدت دو ماه اعتراض خود را به این اداره تسلیم و پس از اخذ رسید ظرف مدت یک ماه از تاریخ تسلیم اعتراض دادخواست خود را به مراجع قضایی تقدیم نمایند. بدیهی است در صورت انقضای مدت مذکور و عدم وصول اعتراض طبق مقررات سند مالکیت صادر خواهد شد. xyxy=(1224,171,1573,508)
ad-signature: محسن مظفری نیا –رئیس ثبت اسناد و املاک ناحیه یک شیراز xyxy=(1213,577,1584,620)
ad-reference-code: ۰۹۲۷/م الف xyxy=(1358,1081,1439,1098)
ad-title: آگهی موضوع ماده ۳ قانون و ماده ۱۳ آئین نامه قانون تعیین تکلیف وضعیت ثبتی و اراضی و ساختمانهای فاقد سند رسمی xyxy=(848,1164,1171,1219)
ad-publish-date-second: تاریخ انتشار نوبت دوم: ۱۴۰۳/۱۲/۲۸ xyxy=(603,529,794,545)
ad-body: برابر رای شماره ۱۴۰۳۶۰۳۱۱۰۰۰۸۶۱۱ مورخ ۱۴۰۳/۱۲/۰۲ هیات اول موضوع قانون تعیین تکلیف وضعیت ثبتی اراضی و ساختمانهای فاقد سند رسمی مستقر در واحد ثبتی حوزه ثبت ملک شیراز ناحیه ۱ تصرفات مالکانه بلامعارض متقاضی خانم مریم زارعی فرزند زال بشماره شناسنامه ۱۰۰۰ و کد ملی ۲۲۹۷۴۷۸۲۷ صادره از شیراز در ششدانگ یک قطعه باغ به مساحت ۹۹۸.۲ متر مربع پلاک ۱۷۹۰ فرعی از ۴ اصلی مفروز و مجزی شده از پلاک ۴ اصلی واقع در فارس بخش ۷ حوزه ثبت ملک شیراز ناحیه یک خریداری از مالک سهم مشاعی محمد رضا جاوید خانه زنانی به شماره سند ۱۵۳۱۰۸ مورخ ۱۳۹۴/۰۷/۱۱ دفترخانه ۵۹ شیراز محرز گردیده است. لذا به منظور اطلاع عموم مراتب در دو نوبت به فاصله ۱۵ روز آگهی می‌شود در صورتی که اشخاص نسبت به صدور سند مالکیت متقاضی اعتراضی داشته باشند میتوانند از تاریخ انتشار اولین آگهی به مدت دو ماه اعتراض خود را به این اداره تسلیم و پس از اخذ رسید ظرف مدت یک ماه از تاریخ تسلیم اعتراض دادخواست خود را به مراجع قضایی تقدیم نمایند. بدیهی است در صورت انقضای مدت مذکور و عدم وصول اعتراض طبق مقررات سند مالکیت صادر خواهد شد. xyxy=(835,697,1184,1034)
ad-reference-code: ۰۹۲۸/م الف xyxy=(969,1081,1050,1098)
